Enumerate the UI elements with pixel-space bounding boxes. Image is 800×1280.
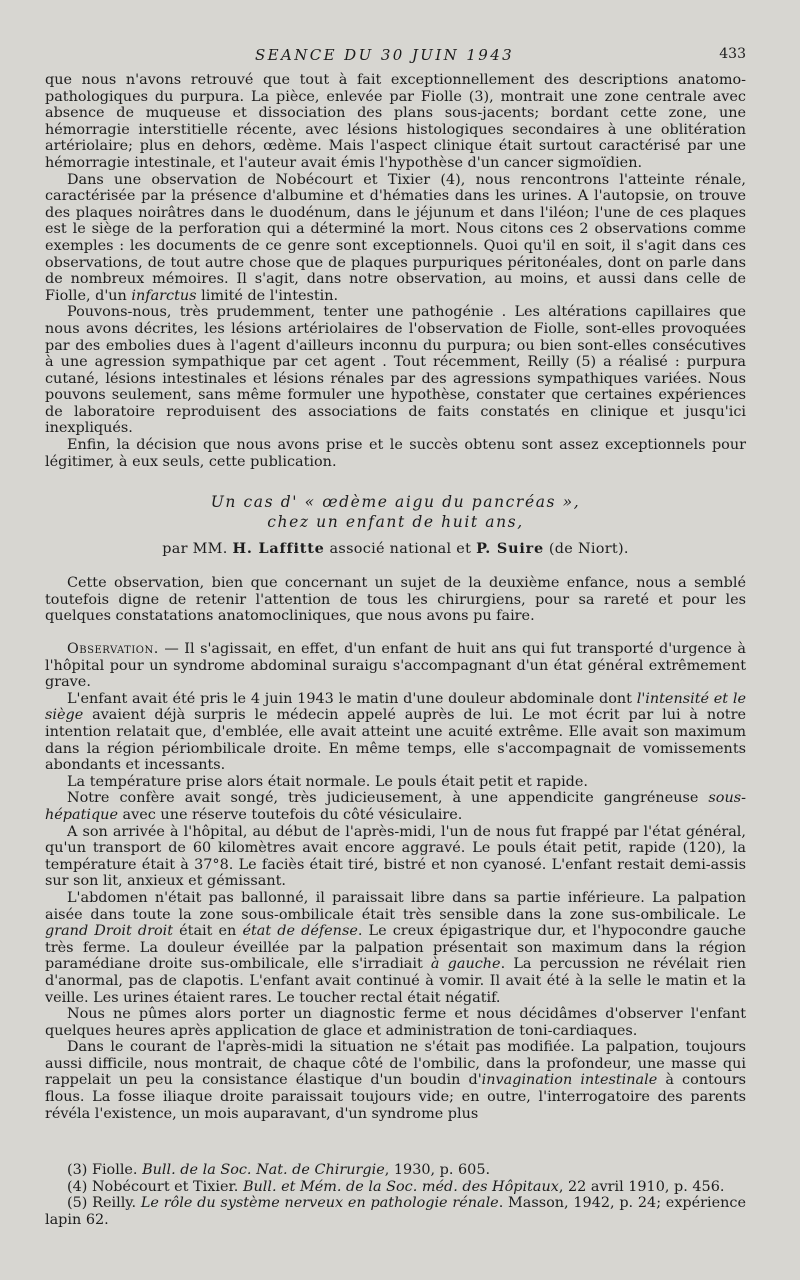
intro-paragraph-4: Enfin, la décision que nous avons prise et le succès obtenu sont assez exceptionnels pour légitimer, à eux seuls, cette publication. [45,437,746,470]
footnotes [45,1162,746,1228]
observation-paragraph-4: Notre confère avait songé, très judicieusement, à une appendicite gangréneuse sous-hépatique avec une réserve toutefois du côté vésiculaire. [45,790,746,823]
observation-label: Observation. [67,641,159,658]
intro-paragraph-1: que nous n'avons retrouvé que tout à fait exceptionnellement des descriptions anatomo-pathologiques du purpura. La pièce, enlevée par Fiolle (3), montrait une zone centrale avec absence de muqueuse et dissociation des plans sous-jacents; bordant cette zone, une hémorragie interstitielle récente, avec lésions histologiques secondaires à une oblitération artériolaire; plus en dehors, œdème. Mais l'aspect clinique était surtout caractérisé par une hémorragie intestinale, et l'auteur avait émis l'hypothèse d'un cancer sigmoïdien. [45,72,746,171]
article-byline: par MM. H. Laffitte associé national et P. Suire (de Niort). [162,540,629,558]
running-head-title: SEANCE DU 30 JUIN 1943 [255,46,515,64]
observation-paragraph-7: Nous ne pûmes alors porter un diagnostic ferme et nous décidâmes d'observer l'enfant quelques heures après application de glace et administration de toni-cardiaques. [45,1006,746,1039]
observation-paragraph-1: Observation. — Il s'agissait, en effet, d'un enfant de huit ans qui fut transporté d'urgence à l'hôpital pour un syndrome abdominal suraigu s'accompagnant d'un état général extrêmement grave. [45,641,746,691]
observation-paragraph-3: La température prise alors était normale. Le pouls était petit et rapide. [67,773,588,790]
footnote-4: (4) Nobécourt et Tixier. Bull. et Mém. de la Soc. méd. des Hôpitaux, 22 avril 1910, p. 456. [67,1178,725,1195]
footnote-3: (3) Fiolle. Bull. de la Soc. Nat. de Chirurgie, 1930, p. 605. [67,1162,491,1179]
observation-paragraph-6: L'abdomen n'était pas ballonné, il paraissait libre dans sa partie inférieure. La palpation aisée dans toute la zone sous-ombilicale était très sensible dans la zone sus-ombilicale. Le grand Droit droit était en état de défense. Le creux épigastrique dur, et l'hypocondre gauche très ferme. La douleur éveillée par la palpation présentait son maximum dans la région paramédiane droite sus-ombilicale, elle s'irradiait à gauche. La percussion ne révélait rien d'anormal, pas de clapotis. L'enfant avait continué à vomir. Il avait été à la selle le matin et la veille. Les urines étaient rares. Le toucher rectal était négatif. [45,889,747,1006]
running-head [45,42,746,72]
lead-paragraph: Cette observation, bien que concernant un sujet de la deuxième enfance, nous a semblé toutefois digne de retenir l'attention de tous les chirurgiens, pour sa rareté et pour les quelques constatations anatomocliniques, que nous avons pu faire. [45,575,746,625]
page-number: 433 [719,46,746,62]
article-title-line-1: Un cas d' « œdème aigu du pancréas », [210,493,581,512]
article-heading [45,492,746,557]
observation-paragraph-2: L'enfant avait été pris le 4 juin 1943 le matin d'une douleur abdominale dont l'intensité et le siège avaient déjà surpris le médecin appelé auprès de lui. Le mot écrit par lui à notre intention relatait que, d'emblée, elle avait atteint une acuité extrême. Elle avait son maximum dans la région périombilicale droite. En même temps, elle s'accompagnait de vomissements abondants et incessants. [45,690,746,774]
observation-paragraph-8: Dans le courant de l'après-midi la situation ne s'était pas modifiée. La palpation, toujours aussi difficile, nous montrait, de chaque côté de l'ombilic, dans la profondeur, une masse qui rappelait un peu la consistance élastique d'un boudin d'invagination intestinale à contours flous. La fosse iliaque droite paraissait toujours vide; en outre, l'interrogatoire des parents révéla l'existence, un mois auparavant, d'un syndrome plus [45,1039,746,1122]
observation-paragraph-5: A son arrivée à l'hôpital, au début de l'après-midi, l'un de nous fut frappé par l'état général, qu'un transport de 60 kilomètres avait encore aggravé. Le pouls était petit, rapide (120), la température était à 37°8. Le faciès était tiré, bistré et non cyanosé. L'enfant restait demi-assis sur son lit, anxieux et gémissant. [45,823,746,890]
intro-section [45,72,746,470]
article-title-line-2: chez un enfant de huit ans, [267,513,524,532]
intro-paragraph-3: Pouvons-nous, très prudemment, tenter une pathogénie . Les altérations capillaires que nous avons décrites, les lésions artériolaires de l'observation de Fiolle, sont-elles provoquées par des embolies dues à l'agent d'ailleurs inconnu du purpura; ou bien sont-elles consécutives à une agression sympathique par cet agent . Tout récemment, Reilly (5) a réalisé : purpura cutané, lésions intestinales et lésions rénales par des agressions sympathiques variées. Nous pouvons seulement, sans même formuler une hypothèse, constater que certaines expériences de laboratoire reproduisent des associations de faits constatés en clinique et jusqu'ici inexpliqués. [45,304,746,437]
author-suire: P. Suire [476,540,544,558]
intro-paragraph-2: Dans une observation de Nobécourt et Tixier (4), nous rencontrons l'atteinte rénale, caractérisée par la présence d'albumine et d'hématies dans les urines. A l'autopsie, on trouve des plaques noirâtres dans le duodénum, dans le jéjunum et dans l'iléon; l'une de ces plaques est le siège de la perforation qui a déterminé la mort. Nous citons ces 2 observations comme exemples : les documents de ce genre sont exceptionnels. Quoi qu'il en soit, il s'agit dans ces observations, de tout autre chose que de plaques purpuriques péritonéales, dont on parle dans de nombreux mémoires. Il s'agit, dans notre observation, au moins, et aussi dans celle de Fiolle, d'un infarctus limité de l'intestin. [45,171,746,304]
footnote-5: (5) Reilly. Le rôle du système nerveux en pathologie rénale. Masson, 1942, p. 24; expérience lapin 62. [45,1195,747,1229]
author-laffitte: H. Laffitte [232,540,325,558]
observation-section [45,641,746,1122]
